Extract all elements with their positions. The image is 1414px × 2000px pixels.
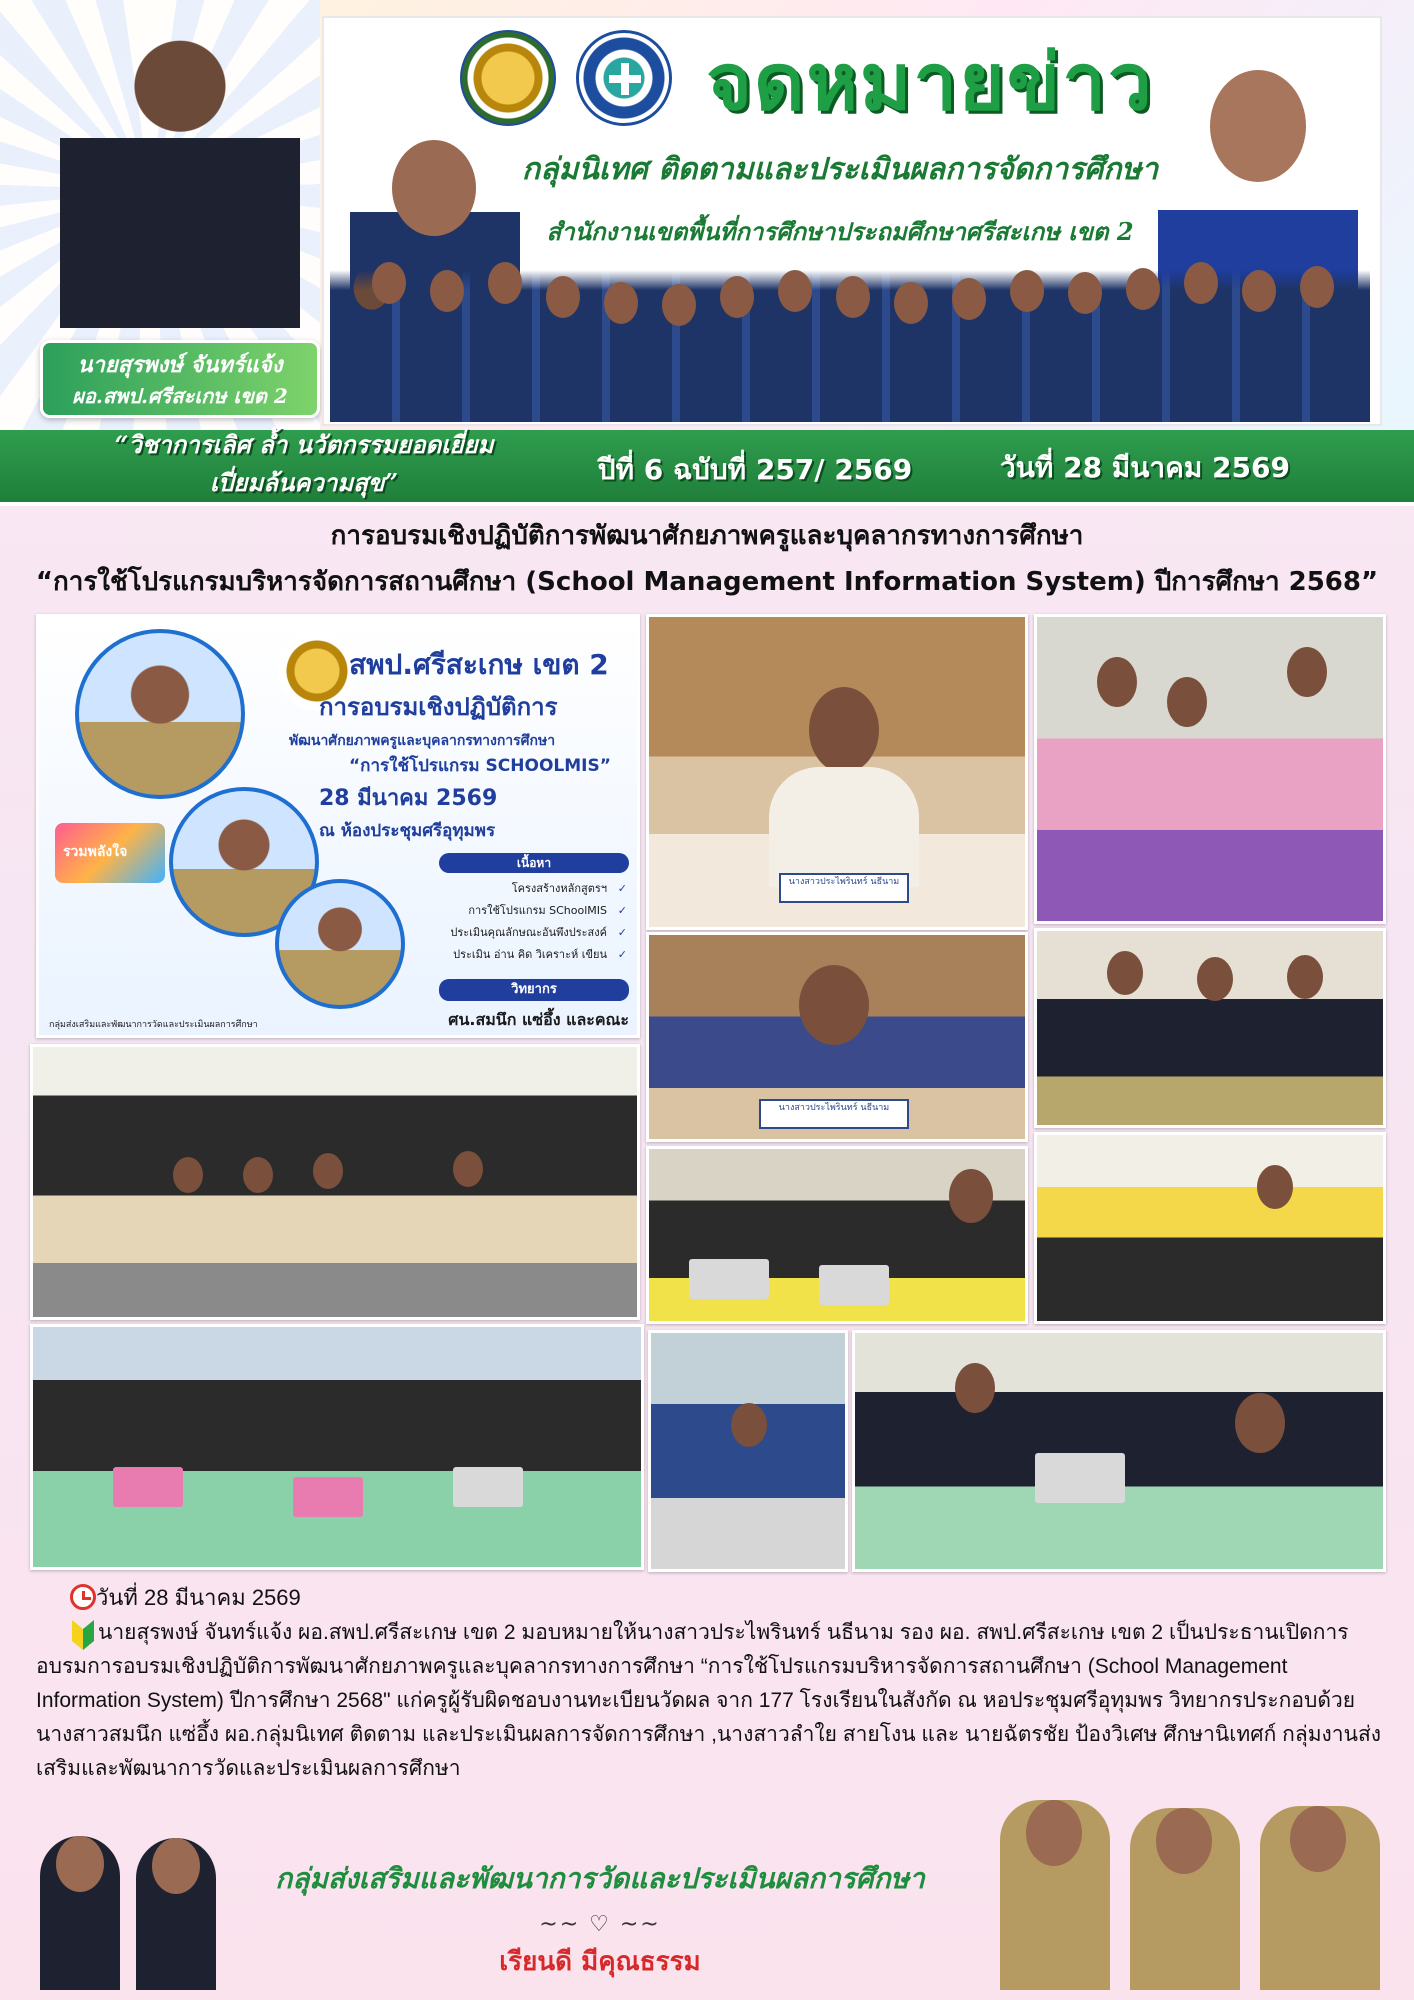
photo-speakers-standing xyxy=(1034,928,1386,1128)
staff-head xyxy=(1010,270,1044,312)
cross-bar xyxy=(621,63,629,95)
person-head xyxy=(1287,955,1323,999)
poster-content-item: การใช้โปรแกรม SChoolMIS ✓ xyxy=(419,901,629,921)
heart-divider-icon: ~~ ♡ ~~ xyxy=(539,1912,661,1937)
staff-head xyxy=(488,262,522,304)
campaign-label: รวมพลังใจ xyxy=(63,844,128,860)
staff-head xyxy=(604,282,638,324)
director-name: นายสุรพงษ์ จันทร์แจ้ง xyxy=(77,352,283,378)
person-head xyxy=(1107,951,1143,995)
laptop xyxy=(1035,1453,1125,1503)
poster-footer: กลุ่มส่งเสริมและพัฒนาการวัดและประเมินผลการศึกษา xyxy=(49,1020,258,1030)
issue-date: วันที่ 28 มีนาคม 2569 xyxy=(1000,451,1290,484)
staff-head xyxy=(720,276,754,318)
sesa-logo-icon xyxy=(576,30,672,126)
event-description: นายสุรพงษ์ จันทร์แจ้ง ผอ.สพป.ศรีสะเกษ เขต 2 มอบหมายให้นางสาวประไพรินทร์ นธีนาม รอง ผอ. สพป.ศรีสะเกษ เขต 2 เป็นประธานเปิดการอบรมการอบรมเชิงปฏิบัติการพัฒนาศักยภาพครูและบุคลากรทางการศึกษา “การใช้โปรแกรมบริหารจัดการสถานศึกษา (School Management Information System) ปีการศึกษา 2568" แก่ครูผู้รับผิดชอบงานทะเบียนวัดผล จาก 177 โรงเรียนในสังกัด ณ หอประชุมศรีอุทุมพร วิทยากรประกอบด้วย นางสาวสมนึก แซ่อึ้ง ผอ.กลุ่มนิเทศ ติดตาม และประเมินผลการจัดการศึกษา ,นางสาวลำใย สายโงน และ นายฉัตรชัย ป้องวิเศษ ศึกษานิเทศก์ กลุ่มงานส่งเสริมและพัฒนาการวัดและประเมินผลการศึกษา xyxy=(36,1621,1382,1780)
newsletter-title: จดหมายข่าว xyxy=(706,38,1154,128)
training-poster xyxy=(36,614,640,1038)
poster-venue: ณ ห้องประชุมศรีอุทุมพร xyxy=(319,821,496,841)
person-head xyxy=(1097,657,1137,707)
staff-head xyxy=(1026,1800,1082,1866)
staff-head xyxy=(1126,268,1160,310)
poster-speaker-name: ศน.สมนึก แซ่อึ้ง และคณะ xyxy=(448,1010,629,1029)
poster-content-item: ประเมินคุณลักษณะอันพึงประสงค์ ✓ xyxy=(419,923,629,943)
footer-group-name: กลุ่มส่งเสริมและพัฒนาการวัดและประเมินผลการศึกษา xyxy=(275,1862,925,1895)
person-head xyxy=(809,687,879,773)
person-head xyxy=(1287,647,1327,697)
staff-head xyxy=(1242,270,1276,312)
nameplate: นางสาวประไพรินทร์ นธีนาม xyxy=(779,873,909,903)
obec-logo-icon xyxy=(460,30,556,126)
staff-head xyxy=(662,284,696,326)
photo-computer-workshop xyxy=(30,1324,644,1570)
headline-line-2: “การใช้โปรแกรมบริหารจัดการสถานศึกษา (School Management Information System) ปีการศึกษา 2568” xyxy=(35,567,1379,597)
staff-head xyxy=(546,276,580,318)
laptop xyxy=(453,1467,523,1507)
photo-chairperson-speaking xyxy=(646,614,1028,930)
person-head xyxy=(949,1169,993,1223)
person-head xyxy=(1235,1393,1285,1453)
staff-head xyxy=(1156,1808,1212,1874)
staff-head xyxy=(778,270,812,312)
person-head xyxy=(453,1151,483,1187)
person-head xyxy=(731,1403,767,1447)
director-photo xyxy=(60,18,300,328)
nameplate: นางสาวประไพรินทร์ นธีนาม xyxy=(759,1099,909,1129)
staff-head xyxy=(372,262,406,304)
staff-head xyxy=(1290,1806,1346,1872)
laptop xyxy=(113,1467,183,1507)
supervisor-head xyxy=(1210,70,1306,182)
staff-head xyxy=(430,270,464,312)
poster-title: การอบรมเชิงปฏิบัติการ xyxy=(319,693,558,721)
poster-date: 28 มีนาคม 2569 xyxy=(319,786,498,811)
person-head xyxy=(243,1157,273,1193)
photo-chairperson-microphone xyxy=(646,932,1028,1142)
poster-subtitle: พัฒนาศักยภาพครูและบุคลากรทางการศึกษา xyxy=(289,733,556,749)
staff-head xyxy=(1184,262,1218,304)
staff-head xyxy=(894,282,928,324)
poster-program: “การใช้โปรแกรม SCHOOLMIS” xyxy=(349,756,611,776)
laptop xyxy=(819,1265,889,1305)
photo-presenter-mic xyxy=(648,1330,848,1572)
photo-speaker-panel xyxy=(646,1146,1028,1324)
office-name: สำนักงานเขตพื้นที่การศึกษาประถมศึกษาศรีสะเกษ เขต 2 xyxy=(546,217,1134,246)
poster-content-label: เนื้อหา xyxy=(439,853,629,873)
poster-org: สพป.ศรีสะเกษ เขต 2 xyxy=(349,648,609,681)
director-position: ผอ.สพป.ศรีสะเกษ เขต 2 xyxy=(72,384,288,408)
poster-supervisor-portrait xyxy=(275,879,405,1009)
staff-head xyxy=(1068,272,1102,314)
staff-head xyxy=(56,1836,104,1892)
person-head xyxy=(173,1157,203,1193)
person-head xyxy=(799,965,869,1045)
person-head xyxy=(955,1363,995,1413)
photo-hall-exercise xyxy=(30,1044,640,1320)
director-name-card xyxy=(40,340,320,418)
staff-head xyxy=(836,276,870,318)
slogan-line-1: “วิชาการเลิศ ล้ำ นวัตกรรมยอดเยี่ยม xyxy=(114,430,494,459)
person-head xyxy=(1197,957,1233,1001)
event-date: วันที่ 28 มีนาคม 2569 xyxy=(96,1585,301,1610)
staff-head xyxy=(952,278,986,320)
unit-name: กลุ่มนิเทศ ติดตามและประเมินผลการจัดการศึกษา xyxy=(521,152,1159,187)
person-body xyxy=(769,767,919,887)
campaign-logo-icon xyxy=(55,823,165,883)
person-head xyxy=(1257,1165,1293,1209)
photo-ceremony-flowers xyxy=(1034,614,1386,924)
photo-participants-laptops xyxy=(852,1330,1386,1572)
clock-icon xyxy=(70,1584,96,1610)
person-head xyxy=(313,1153,343,1189)
poster-content-item: โครงสร้างหลักสูตรฯ ✓ xyxy=(419,879,629,899)
laptop xyxy=(689,1259,769,1299)
laptop xyxy=(293,1477,363,1517)
staff-head xyxy=(152,1838,200,1894)
poster-director-portrait xyxy=(75,629,245,799)
slogan xyxy=(64,426,544,510)
poster-content-item: ประเมิน อ่าน คิด วิเคราะห์ เขียน ✓ xyxy=(419,945,629,965)
staff-head xyxy=(1300,266,1334,308)
poster-speaker-label: วิทยากร xyxy=(439,979,629,1001)
headline-line-1: การอบรมเชิงปฏิบัติการพัฒนาศักยภาพครูและบุคลากรทางการศึกษา xyxy=(330,521,1084,551)
issue-number: ปีที่ 6 ฉบับที่ 257/ 2569 xyxy=(597,453,913,486)
photo-registration xyxy=(1034,1132,1386,1324)
slogan-line-2: เปี่ยมล้นความสุข” xyxy=(209,468,399,497)
person-head xyxy=(1167,677,1207,727)
motto: เรียนดี มีคุณธรรม xyxy=(499,1947,701,1977)
